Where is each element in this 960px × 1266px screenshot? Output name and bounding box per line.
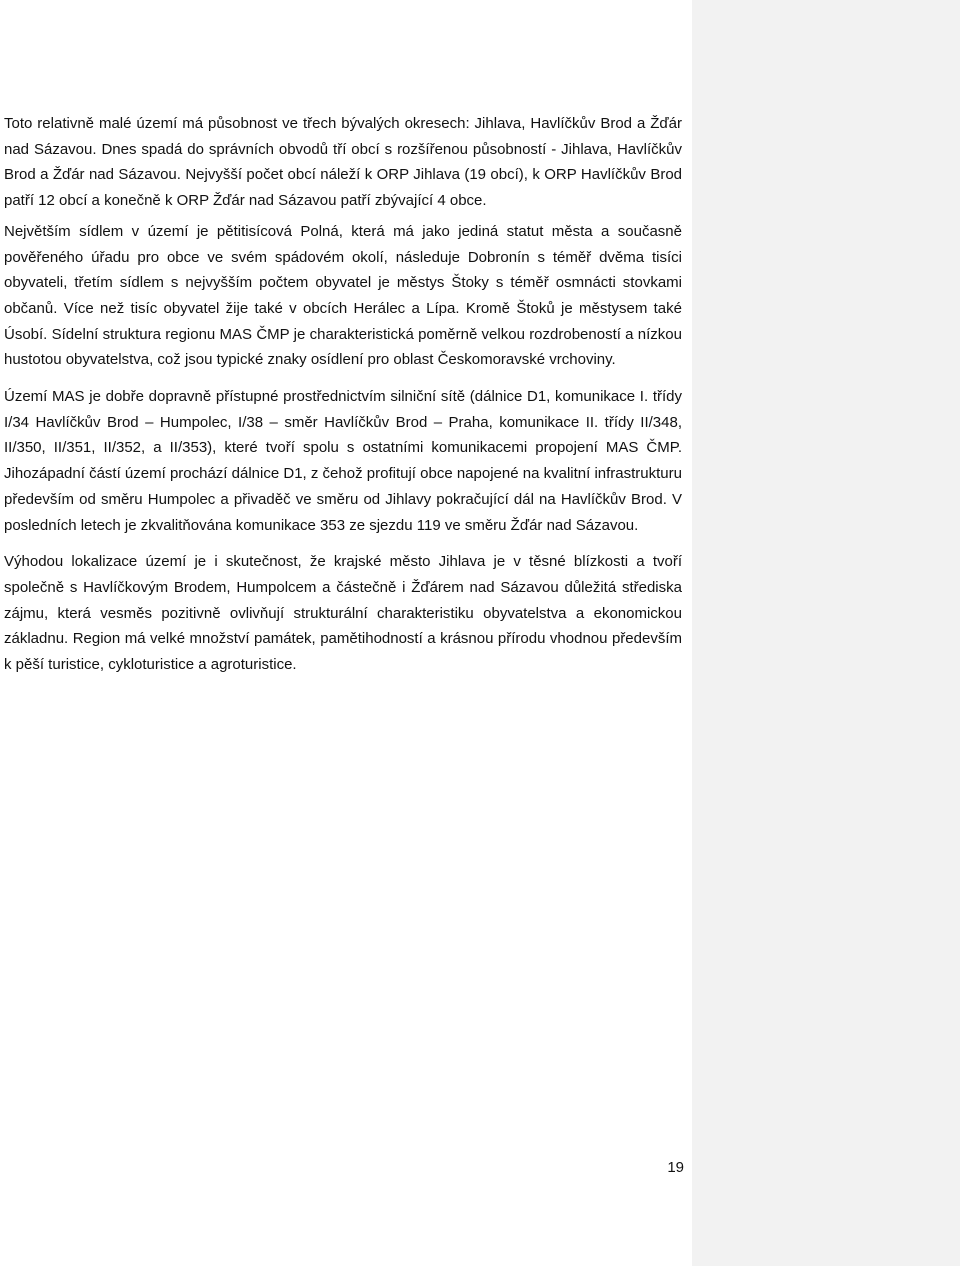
comment-margin-pane [692,0,960,1266]
paragraph-location-advantages: Výhodou lokalizace území je i skutečnost, že krajské město Jihlava je v těsné blízkosti a tvoří společně s Havlíčkovým Brodem, Humpolcem a částečně i Žďárem nad Sázavou důležitá střediska zájmu, která vesměs pozitivně ovlivňují strukturální charakteristiku obyvatelstva a ekonomickou základnu. Region má velké množství památek, pamětihodností a krásnou přírodu vhodnou především k pěší turistice, cykloturistice a agroturistice. [4,553,682,674]
paragraph-settlements: Největším sídlem v území je pětitisícová Polná, která má jako jediná statut města a současně pověřeného úřadu pro obce ve svém spádovém okolí, následuje Dobronín s téměř dvěma tisíci obyvateli, třetím sídlem s nejvyšším počtem obyvatel je městys Štoky s téměř osmnácti stovkami občanů. Více než tisíc obyvatel žije také v obcích Herálec a Lípa. Kromě Štoků je městysem také Úsobí. Sídelní struktura regionu MAS ČMP je charakteristická poměrně velkou rozdrobeností a nízkou hustotou obyvatelstva, což jsou typické znaky osídlení pro oblast Českomoravské vrchoviny. [4,222,682,369]
page-number: 19 [667,1159,684,1176]
paragraph-administrative-districts: Toto relativně malé území má působnost ve třech bývalých okresech: Jihlava, Havlíčkův Brod a Žďár nad Sázavou. Dnes spadá do správních obvodů tří obcí s rozšířenou působností - Jihlava, Havlíčkův Brod a Žďár nad Sázavou. Nejvyšší počet obcí náleží k ORP Jihlava (19 obcí), k ORP Havlíčkův Brod patří 12 obcí a konečně k ORP Žďár nad Sázavou patří zbývající 4 obce. [4,115,682,210]
document-body [4,111,682,689]
paragraph-transport: Území MAS je dobře dopravně přístupné prostřednictvím silniční sítě (dálnice D1, komunikace I. třídy I/34 Havlíčkův Brod – Humpolec, I/38 – směr Havlíčkův Brod – Praha, komunikace II. třídy II/348, II/350, II/351, II/352, a II/353), které tvoří spolu s ostatními komunikacemi propojení MAS ČMP. Jihozápadní částí území prochází dálnice D1, z čehož profitují obce napojené na kvalitní infrastrukturu především od směru Humpolec a přivaděč ve směru od Jihlavy pokračující dál na Havlíčkův Brod. V posledních letech je zkvalitňována komunikace 353 ze sjezdu 119 ve směru Žďár nad Sázavou. [4,388,682,534]
